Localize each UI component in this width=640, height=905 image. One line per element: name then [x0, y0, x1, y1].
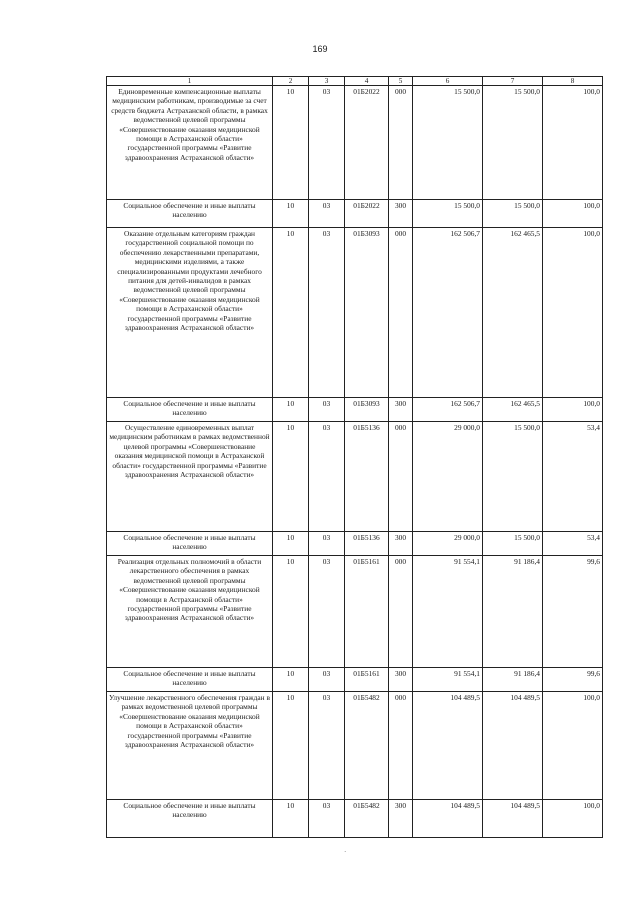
- row-name: Социальное обеспечение и иные выплаты населению: [107, 532, 273, 556]
- row-percent: 53,4: [543, 422, 603, 532]
- row-actual-amount: 91 186,4: [483, 668, 543, 692]
- table-row: [107, 86, 603, 200]
- row-target-code: 01Б5482: [345, 692, 389, 800]
- row-plan-amount: 162 506,7: [413, 398, 483, 422]
- row-plan-amount: 162 506,7: [413, 228, 483, 398]
- row-percent: 100,0: [543, 200, 603, 228]
- row-actual-amount: 104 489,5: [483, 692, 543, 800]
- row-target-code: 01Б5161: [345, 556, 389, 668]
- table-row: [107, 692, 603, 800]
- row-actual-amount: 104 489,5: [483, 800, 543, 838]
- row-name: Социальное обеспечение и иные выплаты населению: [107, 800, 273, 838]
- row-name: Социальное обеспечение и иные выплаты населению: [107, 668, 273, 692]
- row-expense-type: 300: [389, 398, 413, 422]
- row-plan-amount: 29 000,0: [413, 532, 483, 556]
- header-col-6: 6: [413, 77, 483, 86]
- table-row: [107, 800, 603, 838]
- row-actual-amount: 162 465,5: [483, 228, 543, 398]
- row-name: Реализация отдельных полномочий в области лекарственного обеспечения в рамках ведомственной целевой программы «Совершенствование оказания медицинской помощи в Астраханской области» государственной программы «Развитие здравоохранения Астраханской области»: [107, 556, 273, 668]
- row-section: 10: [273, 422, 309, 532]
- row-actual-amount: 15 500,0: [483, 532, 543, 556]
- row-target-code: 01Б5161: [345, 668, 389, 692]
- row-name: Оказание отдельным категориям граждан государственной социальной помощи по обеспечению лекарственными препаратами, медицинскими изделиями, а также специализированными продуктами лечебного питания для детей-инвалидов в рамках ведомственной целевой программы «Совершенствование оказания медицинской помощи в Астраханской области» государственной программы «Развитие здравоохранения Астраханской области»: [107, 228, 273, 398]
- row-percent: 100,0: [543, 398, 603, 422]
- row-plan-amount: 29 000,0: [413, 422, 483, 532]
- row-percent: 53,4: [543, 532, 603, 556]
- row-plan-amount: 104 489,5: [413, 692, 483, 800]
- row-section: 10: [273, 556, 309, 668]
- table-row: [107, 200, 603, 228]
- header-col-1: 1: [107, 77, 273, 86]
- row-actual-amount: 15 500,0: [483, 86, 543, 200]
- scan-dot-mark: ·: [344, 848, 347, 856]
- row-percent: 100,0: [543, 228, 603, 398]
- row-expense-type: 300: [389, 668, 413, 692]
- row-percent: 100,0: [543, 692, 603, 800]
- table-row: [107, 668, 603, 692]
- row-section: 10: [273, 692, 309, 800]
- page-number: 169: [312, 44, 328, 54]
- row-subsection: 03: [309, 556, 345, 668]
- row-section: 10: [273, 200, 309, 228]
- row-expense-type: 300: [389, 800, 413, 838]
- row-section: 10: [273, 398, 309, 422]
- row-percent: 100,0: [543, 800, 603, 838]
- row-target-code: 01Б5136: [345, 422, 389, 532]
- table-row: [107, 398, 603, 422]
- row-subsection: 03: [309, 532, 345, 556]
- row-name: Социальное обеспечение и иные выплаты населению: [107, 398, 273, 422]
- table-row: [107, 532, 603, 556]
- row-subsection: 03: [309, 200, 345, 228]
- row-plan-amount: 91 554,1: [413, 556, 483, 668]
- header-col-4: 4: [345, 77, 389, 86]
- row-expense-type: 000: [389, 86, 413, 200]
- row-actual-amount: 15 500,0: [483, 200, 543, 228]
- row-target-code: 01Б3093: [345, 398, 389, 422]
- header-col-8: 8: [543, 77, 603, 86]
- row-subsection: 03: [309, 800, 345, 838]
- row-name: Осуществление единовременных выплат медицинским работникам в рамках ведомственной целевой программы «Совершенствование оказания медицинской помощи в Астраханской области» государственной программы «Развитие здравоохранения Астраханской области»: [107, 422, 273, 532]
- row-section: 10: [273, 228, 309, 398]
- row-subsection: 03: [309, 228, 345, 398]
- row-percent: 100,0: [543, 86, 603, 200]
- row-plan-amount: 104 489,5: [413, 800, 483, 838]
- header-col-2: 2: [273, 77, 309, 86]
- row-actual-amount: 15 500,0: [483, 422, 543, 532]
- table-row: [107, 556, 603, 668]
- row-subsection: 03: [309, 422, 345, 532]
- row-expense-type: 000: [389, 692, 413, 800]
- row-expense-type: 000: [389, 228, 413, 398]
- row-expense-type: 300: [389, 200, 413, 228]
- row-name: Улучшение лекарственного обеспечения граждан в рамках ведомственной целевой программы «Совершенствование оказания медицинской помощи в Астраханской области» государственной программы «Развитие здравоохранения Астраханской области»: [107, 692, 273, 800]
- row-subsection: 03: [309, 692, 345, 800]
- row-plan-amount: 15 500,0: [413, 200, 483, 228]
- row-subsection: 03: [309, 668, 345, 692]
- row-section: 10: [273, 800, 309, 838]
- row-name: Единовременные компенсационные выплаты медицинским работникам, производимые за счет средств бюджета Астраханской области, в рамках ведомственной целевой программы «Совершенствование оказания медицинской помощи в Астраханской области» государственной программы «Развитие здравоохранения Астраханской области»: [107, 86, 273, 200]
- row-expense-type: 300: [389, 532, 413, 556]
- row-name: Социальное обеспечение и иные выплаты населению: [107, 200, 273, 228]
- row-target-code: 01Б2022: [345, 86, 389, 200]
- row-target-code: 01Б5482: [345, 800, 389, 838]
- table-row: [107, 422, 603, 532]
- row-subsection: 03: [309, 398, 345, 422]
- header-col-7: 7: [483, 77, 543, 86]
- row-section: 10: [273, 86, 309, 200]
- row-subsection: 03: [309, 86, 345, 200]
- header-row: [107, 77, 603, 86]
- row-target-code: 01Б5136: [345, 532, 389, 556]
- budget-table: [106, 76, 603, 838]
- row-actual-amount: 91 186,4: [483, 556, 543, 668]
- row-percent: 99,6: [543, 668, 603, 692]
- row-section: 10: [273, 532, 309, 556]
- row-target-code: 01Б3093: [345, 228, 389, 398]
- header-col-3: 3: [309, 77, 345, 86]
- row-expense-type: 000: [389, 422, 413, 532]
- row-target-code: 01Б2022: [345, 200, 389, 228]
- row-expense-type: 000: [389, 556, 413, 668]
- header-col-5: 5: [389, 77, 413, 86]
- row-plan-amount: 91 554,1: [413, 668, 483, 692]
- table-row: [107, 228, 603, 398]
- row-percent: 99,6: [543, 556, 603, 668]
- row-plan-amount: 15 500,0: [413, 86, 483, 200]
- row-actual-amount: 162 465,5: [483, 398, 543, 422]
- row-section: 10: [273, 668, 309, 692]
